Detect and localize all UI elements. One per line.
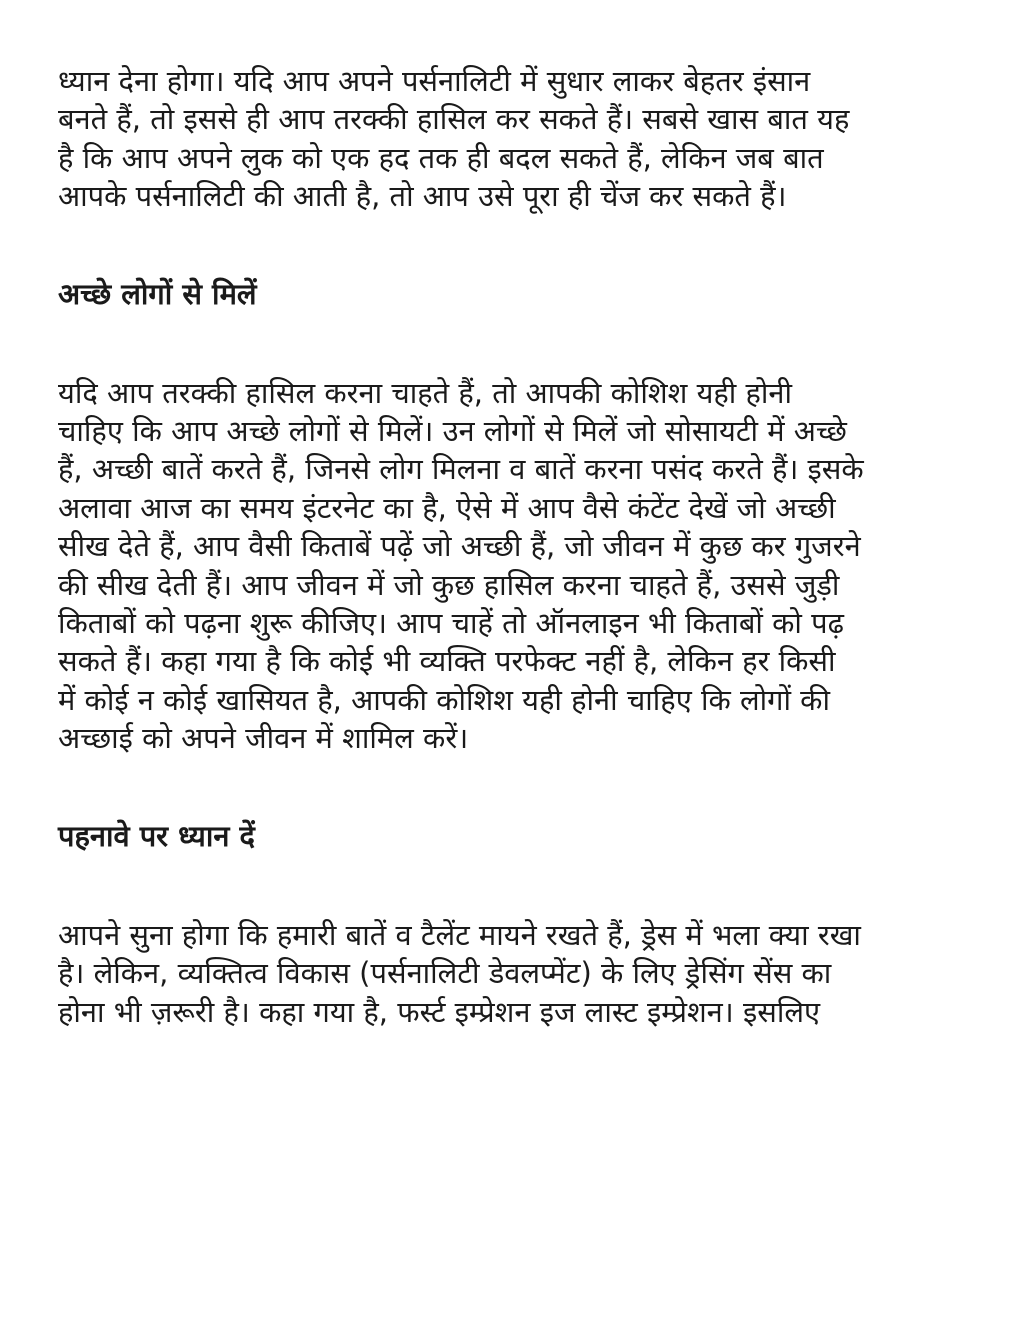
paragraph-line: अच्छाई को अपने जीवन में शामिल करें। bbox=[58, 721, 469, 756]
paragraph-line: होना भी ज़रूरी है। कहा गया है, फर्स्ट इम्प्रेशन इज लास्ट इम्प्रेशन। इसलिए bbox=[58, 994, 821, 1029]
paragraph-line: में कोई न कोई खासियत है, आपकी कोशिश यही होनी चाहिए कि लोगों की bbox=[58, 682, 830, 717]
paragraph-line: बनते हैं, तो इससे ही आप तरक्की हासिल कर सकते हैं। सबसे खास बात यह bbox=[58, 102, 850, 137]
paragraph-line: आपके पर्सनालिटी की आती है, तो आप उसे पूरा ही चेंज कर सकते हैं। bbox=[58, 179, 787, 214]
paragraph-attire bbox=[58, 916, 988, 1031]
paragraph-line: ध्यान देना होगा। यदि आप अपने पर्सनालिटी में सुधार लाकर बेहतर इंसान bbox=[58, 64, 811, 98]
paragraph-line: सकते हैं। कहा गया है कि कोई भी व्यक्ति परफेक्ट नहीं है, लेकिन हर किसी bbox=[58, 644, 836, 679]
paragraph-line: की सीख देती हैं। आप जीवन में जो कुछ हासिल करना चाहते हैं, उससे जुड़ी bbox=[58, 567, 840, 602]
document-page bbox=[58, 62, 988, 1031]
paragraph-line: आपने सुना होगा कि हमारी बातें व टैलेंट मायने रखते हैं, ड्रेस में भला क्या रखा bbox=[58, 917, 861, 952]
section-heading-meet-good-people: अच्छे लोगों से मिलें bbox=[58, 276, 257, 311]
paragraph-line: यदि आप तरक्की हासिल करना चाहते हैं, तो आपकी कोशिश यही होनी bbox=[58, 375, 793, 410]
section-heading-attire: पहनावे पर ध्यान दें bbox=[58, 818, 255, 853]
paragraph-line: सीख देते हैं, आप वैसी किताबें पढ़ें जो अच्छी हैं, जो जीवन में कुछ कर गुजरने bbox=[58, 529, 861, 564]
paragraph-line: अलावा आज का समय इंटरनेट का है, ऐसे में आप वैसे कंटेंट देखें जो अच्छी bbox=[58, 490, 836, 525]
paragraph-meet-good-people bbox=[58, 374, 988, 758]
paragraph-personality bbox=[58, 62, 988, 216]
paragraph-line: है। लेकिन, व्यक्तित्व विकास (पर्सनालिटी डेवलप्मेंट) के लिए ड्रेसिंग सेंस का bbox=[58, 956, 832, 991]
paragraph-line: है कि आप अपने लुक को एक हद तक ही बदल सकते हैं, लेकिन जब बात bbox=[58, 140, 824, 175]
paragraph-line: चाहिए कि आप अच्छे लोगों से मिलें। उन लोगों से मिलें जो सोसायटी में अच्छे bbox=[58, 414, 847, 449]
paragraph-line: किताबों को पढ़ना शुरू कीजिए। आप चाहें तो ऑनलाइन भी किताबों को पढ़ bbox=[58, 606, 844, 641]
paragraph-line: हैं, अच्छी बातें करते हैं, जिनसे लोग मिलना व बातें करना पसंद करते हैं। इसके bbox=[58, 452, 864, 487]
